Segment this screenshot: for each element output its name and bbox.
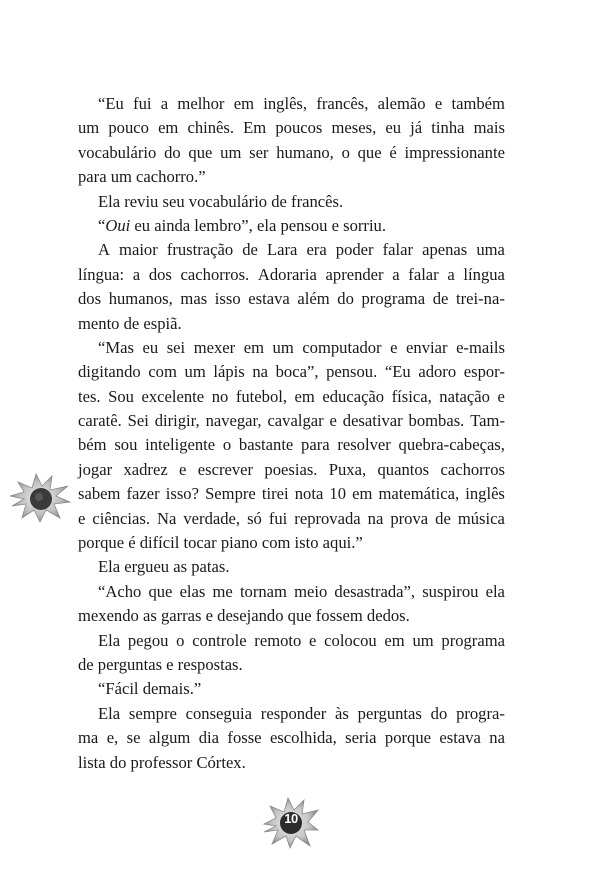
word: xadrez — [123, 459, 168, 479]
word: algum — [148, 728, 191, 748]
word: língua — [463, 264, 505, 284]
text-line — [78, 263, 505, 287]
word: e — [78, 508, 86, 528]
word: ma — [78, 728, 99, 748]
word: controle — [192, 630, 247, 650]
word: e — [329, 411, 337, 431]
word: de — [242, 240, 258, 260]
word: em — [384, 630, 405, 650]
word: também — [451, 94, 505, 113]
text-line: Ela ergueu as patas. — [98, 557, 230, 577]
text-line — [78, 458, 505, 482]
word: ser — [249, 142, 269, 162]
text-line — [78, 360, 505, 384]
word: matemática, — [378, 484, 460, 504]
word: francês, — [316, 94, 369, 113]
word: prova — [390, 508, 429, 528]
text-line — [78, 238, 505, 262]
word: pouco — [108, 118, 149, 138]
word: cachorros — [440, 459, 505, 479]
word: dia — [198, 728, 220, 748]
word: escolhida, — [269, 728, 337, 748]
word: pensou. — [326, 362, 378, 382]
word: Sou — [108, 386, 134, 406]
word: poder — [335, 240, 374, 260]
word: de — [432, 289, 449, 309]
word: em — [158, 118, 179, 138]
word: em — [352, 484, 373, 504]
text-line: Ela reviu seu vocabulário de francês. — [98, 191, 344, 211]
text-line: mexendo as garras e desejando que fossem dedos. — [78, 606, 410, 626]
word: jogar — [78, 459, 113, 479]
word: música — [457, 508, 505, 528]
word: dos — [78, 289, 102, 309]
word: um — [78, 118, 100, 138]
word: um — [220, 142, 242, 162]
word: programa — [361, 289, 426, 309]
text-line — [78, 580, 505, 604]
text-line: “Fácil demais.” — [98, 679, 202, 699]
word: um — [184, 362, 206, 382]
text-line — [78, 116, 505, 140]
word: a — [392, 264, 400, 284]
text-line — [78, 629, 505, 653]
word: meses, — [331, 118, 377, 138]
word: alemão — [377, 94, 426, 113]
text-line — [78, 287, 505, 311]
word: humano, — [276, 142, 334, 162]
word: educação — [322, 386, 385, 406]
word: sei — [166, 337, 186, 357]
word: que — [357, 142, 382, 162]
bullet-hole-icon — [8, 472, 72, 524]
word: maior — [119, 240, 158, 260]
word: seria — [345, 728, 377, 748]
word: Sempre — [205, 484, 256, 504]
word: adoro — [418, 362, 457, 382]
word: bastante — [238, 435, 294, 455]
word: eu — [385, 118, 402, 138]
word: Puxa, — [328, 459, 367, 479]
word: isso — [214, 289, 241, 309]
word: um — [272, 337, 294, 357]
word: colocou — [324, 630, 377, 650]
word: suspirou — [422, 581, 479, 601]
word: resolver — [337, 435, 391, 455]
word: desativar — [342, 411, 403, 431]
word: computador — [302, 337, 382, 357]
word: quebra-cabeças, — [398, 435, 505, 455]
word: apenas — [422, 240, 468, 260]
word: 10 — [329, 484, 347, 504]
word: cachorros. — [180, 264, 250, 284]
word: cavalgar — [267, 411, 324, 431]
word: aprender — [325, 264, 384, 284]
word: sou — [114, 435, 138, 455]
word: “Acho — [98, 581, 142, 601]
word: progra- — [456, 703, 505, 723]
word: reprovada — [294, 508, 361, 528]
word: me — [212, 581, 233, 601]
text-line: lista do professor Córtex. — [78, 752, 246, 772]
word: que — [148, 581, 173, 601]
word: remoto — [254, 630, 302, 650]
word: futebol, — [235, 386, 287, 406]
word: tinha — [431, 118, 465, 138]
word: em — [233, 94, 254, 113]
word: além — [297, 289, 330, 309]
text-line — [78, 409, 505, 433]
word: fosse — [227, 728, 262, 748]
word: estava — [248, 289, 290, 309]
word: tornam — [239, 581, 287, 601]
word: na — [489, 728, 505, 748]
text-line: mento de espiã. — [78, 313, 182, 333]
text-line — [78, 482, 505, 506]
word: do — [164, 142, 181, 162]
text-line: para um cachorro.” — [78, 167, 206, 187]
page-number: 10 — [284, 811, 298, 826]
word: e-mails — [456, 337, 505, 357]
word: em — [294, 386, 315, 406]
word: dos — [148, 264, 172, 284]
body-text — [78, 92, 505, 775]
word: e — [497, 386, 505, 406]
word: física, — [391, 386, 432, 406]
word: de — [435, 508, 451, 528]
word: digitando — [78, 362, 141, 382]
word: responder — [260, 703, 327, 723]
word: meio — [294, 581, 328, 601]
word: excelente — [141, 386, 205, 406]
text-line — [78, 433, 505, 457]
word: a — [447, 264, 455, 284]
word: nota — [294, 484, 324, 504]
word: humanos, — [108, 289, 173, 309]
word: lápis — [213, 362, 245, 382]
word: falar — [382, 240, 414, 260]
word: perguntas — [357, 703, 422, 723]
word: uma — [476, 240, 505, 260]
word: navegar, — [205, 411, 262, 431]
word: elas — [179, 581, 206, 601]
word: o — [222, 435, 232, 455]
word: sabem — [78, 484, 121, 504]
word: na — [252, 362, 268, 382]
word: em — [243, 337, 264, 357]
word: poesias. — [264, 459, 318, 479]
word: bombas. — [408, 411, 465, 431]
word: e, — [106, 728, 119, 748]
word: Tam- — [470, 411, 505, 431]
word: na — [367, 508, 384, 528]
word: e — [309, 630, 317, 650]
word: bém — [78, 435, 107, 455]
line-rest: eu ainda lembro”, ela pensou e sorriu. — [130, 215, 386, 235]
word: programa — [441, 630, 505, 650]
word: trei-na- — [456, 289, 505, 309]
text-line — [78, 141, 505, 165]
text-line: de perguntas e respostas. — [78, 654, 243, 674]
word: conseguia — [185, 703, 252, 723]
word: eu — [142, 337, 159, 357]
word: A — [98, 240, 110, 260]
word: mais — [473, 118, 505, 138]
word: frustração — [166, 240, 234, 260]
word: melhor — [177, 94, 225, 113]
word: ela — [485, 581, 505, 601]
word: “Mas — [98, 337, 134, 357]
word: do — [430, 703, 448, 723]
word: falar — [408, 264, 439, 284]
word: se — [126, 728, 141, 748]
text-line — [78, 507, 505, 531]
word: caratê. — [78, 411, 122, 431]
word: escrever — [197, 459, 254, 479]
word: Ela — [98, 703, 121, 723]
word: um — [412, 630, 434, 650]
word: boca”, — [275, 362, 319, 382]
word: e — [390, 337, 398, 357]
word: desastrada”, — [334, 581, 416, 601]
word: Lara — [266, 240, 298, 260]
word: natação — [439, 386, 490, 406]
text-line — [78, 726, 505, 750]
word: tirei — [261, 484, 289, 504]
word: pegou — [127, 630, 169, 650]
word: chinês. — [187, 118, 235, 138]
word: a — [132, 264, 141, 284]
word: tes. — [78, 386, 101, 406]
word: “Eu — [384, 362, 411, 382]
word: do — [337, 289, 354, 309]
word: o — [176, 630, 185, 650]
word: inteligente — [145, 435, 216, 455]
word: é — [389, 142, 397, 162]
word: verdade, — [183, 508, 241, 528]
word: e — [179, 459, 187, 479]
text-line — [78, 702, 505, 726]
word: era — [306, 240, 327, 260]
text-line — [78, 214, 505, 238]
word: às — [335, 703, 349, 723]
word: enviar — [406, 337, 448, 357]
word: no — [211, 386, 229, 406]
text-line: porque é difícil tocar piano com isto aqui.” — [78, 533, 363, 553]
word: com — [148, 362, 177, 382]
word: fui — [133, 94, 152, 113]
text-line — [78, 92, 505, 116]
word: porque — [384, 728, 431, 748]
word: para — [301, 435, 330, 455]
word: e — [434, 94, 443, 113]
word: mas — [180, 289, 208, 309]
word: a — [160, 94, 169, 113]
word: inglês — [465, 484, 505, 504]
word: Adoraria — [257, 264, 317, 284]
text-line — [78, 385, 505, 409]
word: o — [341, 142, 350, 162]
word: Em — [243, 118, 267, 138]
word: fui — [268, 508, 288, 528]
word: que — [188, 142, 213, 162]
word: poucos — [275, 118, 323, 138]
word: estava — [439, 728, 481, 748]
italic-word: Oui — [105, 215, 131, 235]
word: Sei — [127, 411, 149, 431]
word: Ela — [98, 630, 121, 650]
word: língua: — [78, 264, 125, 284]
word: isso? — [165, 484, 199, 504]
word: mexer — [193, 337, 236, 357]
word: dirigir, — [154, 411, 200, 431]
word: fazer — [126, 484, 160, 504]
word: sempre — [128, 703, 177, 723]
word: ciências. — [92, 508, 150, 528]
word: impressionante — [404, 142, 505, 162]
word: quantos — [377, 459, 430, 479]
word: só — [247, 508, 262, 528]
word: “Eu — [98, 94, 124, 113]
word: espor- — [463, 362, 505, 382]
text-line — [78, 336, 505, 360]
word: Na — [157, 508, 177, 528]
word: vocabulário — [78, 142, 157, 162]
word: já — [410, 118, 423, 138]
quote-open: “ — [98, 215, 106, 235]
word: inglês, — [263, 94, 308, 113]
